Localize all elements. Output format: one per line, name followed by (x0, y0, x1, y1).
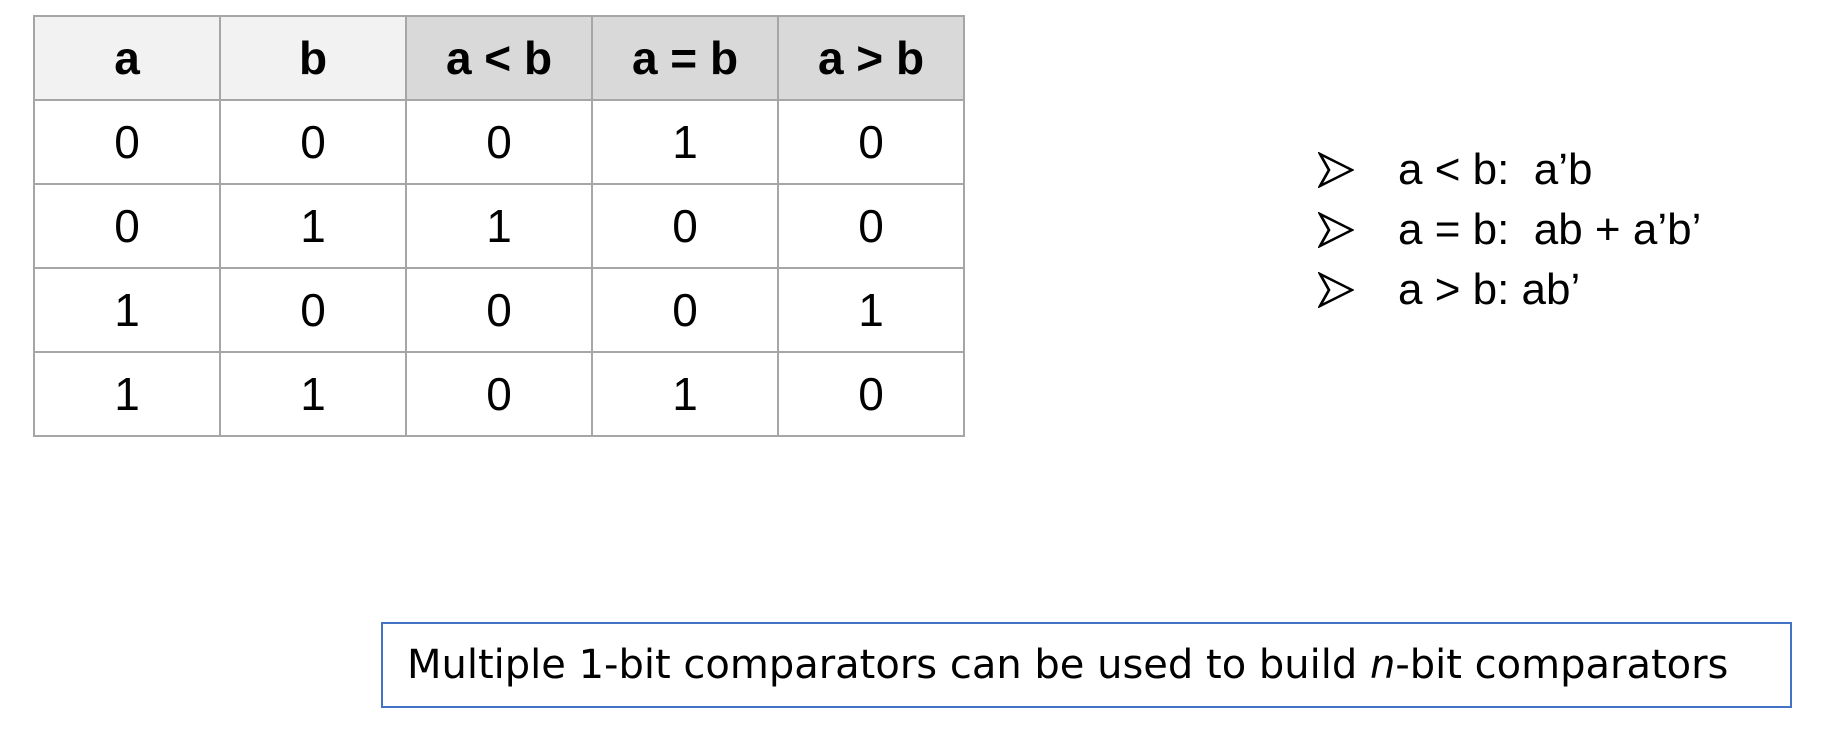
table-row (34, 100, 964, 184)
note-box (381, 622, 1792, 708)
truth-table (33, 15, 965, 437)
expression-less-than: a < b: a’b (1398, 145, 1593, 194)
expression-greater-than: a > b: ab’ (1398, 265, 1581, 314)
header-a-less-b: a < b (406, 16, 592, 100)
table-cell: 0 (406, 268, 592, 352)
table-cell: 0 (778, 100, 964, 184)
table-cell: 0 (592, 268, 778, 352)
table-cell: 1 (34, 268, 220, 352)
note-suffix: -bit comparators (1395, 642, 1729, 688)
header-a: a (34, 16, 220, 100)
table-cell: 1 (220, 184, 406, 268)
header-b: b (220, 16, 406, 100)
table-cell: 0 (220, 100, 406, 184)
table-header-row (34, 16, 964, 100)
table-cell: 0 (34, 100, 220, 184)
table-cell: 0 (592, 184, 778, 268)
table-cell: 0 (778, 352, 964, 436)
arrow-bullet-icon (1318, 212, 1398, 248)
table-row (34, 352, 964, 436)
table-cell: 0 (778, 184, 964, 268)
header-a-greater-b: a > b (778, 16, 964, 100)
table-cell: 1 (34, 352, 220, 436)
expression-equal: a = b: ab + a’b’ (1398, 205, 1702, 254)
note-prefix: Multiple 1-bit comparators can be used to build (407, 642, 1370, 688)
table-cell: 1 (406, 184, 592, 268)
list-item (1318, 140, 1701, 200)
list-item (1318, 260, 1701, 320)
table-cell: 1 (778, 268, 964, 352)
table-cell: 0 (34, 184, 220, 268)
arrow-bullet-icon (1318, 152, 1398, 188)
table-cell: 1 (592, 100, 778, 184)
table-cell: 1 (592, 352, 778, 436)
expression-list (1318, 140, 1701, 320)
list-item (1318, 200, 1701, 260)
note-italic-n: n (1369, 642, 1396, 688)
table-row (34, 184, 964, 268)
table-cell: 1 (220, 352, 406, 436)
table-cell: 0 (406, 352, 592, 436)
table-row (34, 268, 964, 352)
table-cell: 0 (406, 100, 592, 184)
header-a-equal-b: a = b (592, 16, 778, 100)
table-cell: 0 (220, 268, 406, 352)
arrow-bullet-icon (1318, 272, 1398, 308)
